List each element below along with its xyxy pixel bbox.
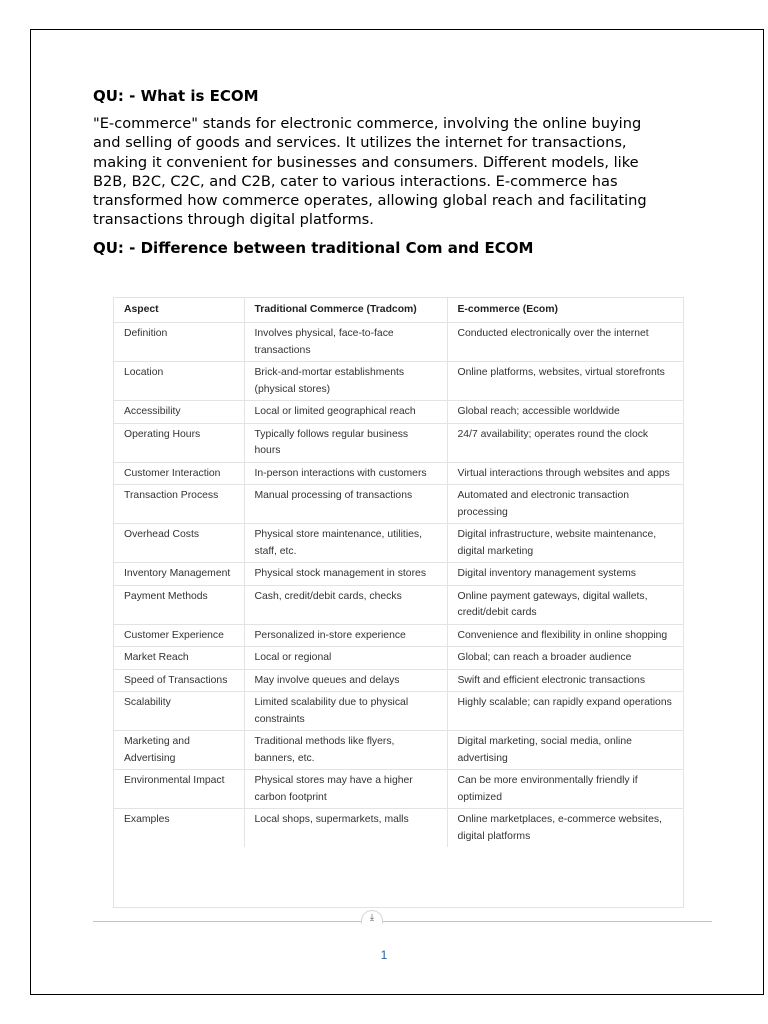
cell-traditional: Local or regional — [244, 647, 447, 670]
cell-aspect: Accessibility — [114, 401, 244, 424]
cell-traditional: Local shops, supermarkets, malls — [244, 809, 447, 848]
cell-traditional: Brick-and-mortar establishments (physical stores) — [244, 362, 447, 401]
cell-ecom: Digital inventory management systems — [447, 563, 683, 586]
cell-ecom: Global reach; accessible worldwide — [447, 401, 683, 424]
cell-ecom: Automated and electronic transaction processing — [447, 485, 683, 524]
cell-aspect: Transaction Process — [114, 485, 244, 524]
table-row — [114, 423, 683, 462]
page-number: 1 — [380, 948, 388, 962]
table-row — [114, 770, 683, 809]
footer-divider — [93, 921, 712, 922]
cell-aspect: Inventory Management — [114, 563, 244, 586]
table-row — [114, 401, 683, 424]
cell-aspect: Customer Experience — [114, 624, 244, 647]
table-row — [114, 362, 683, 401]
table-row — [114, 563, 683, 586]
cell-aspect: Environmental Impact — [114, 770, 244, 809]
cell-aspect: Scalability — [114, 692, 244, 731]
comparison-table — [114, 298, 683, 847]
cell-aspect: Location — [114, 362, 244, 401]
cell-ecom: Swift and efficient electronic transactions — [447, 669, 683, 692]
cell-traditional: Personalized in-store experience — [244, 624, 447, 647]
document-content — [93, 84, 653, 260]
cell-ecom: Digital infrastructure, website maintenance, digital marketing — [447, 524, 683, 563]
cell-aspect: Definition — [114, 323, 244, 362]
cell-ecom: Online marketplaces, e-commerce websites, digital platforms — [447, 809, 683, 848]
arrow-down-icon: ⤓ — [361, 910, 383, 924]
cell-ecom: Online platforms, websites, virtual storefronts — [447, 362, 683, 401]
table-row — [114, 485, 683, 524]
table-row — [114, 731, 683, 770]
cell-traditional: Manual processing of transactions — [244, 485, 447, 524]
cell-aspect: Speed of Transactions — [114, 669, 244, 692]
table-row — [114, 323, 683, 362]
cell-aspect: Examples — [124, 814, 170, 825]
cell-traditional: Cash, credit/debit cards, checks — [244, 585, 447, 624]
cell-traditional: May involve queues and delays — [244, 669, 447, 692]
header-aspect: Aspect — [114, 298, 244, 323]
header-ecommerce: E-commerce (Ecom) — [447, 298, 683, 323]
cell-aspect: Operating Hours — [114, 423, 244, 462]
question-heading-difference: QU: - Difference between traditional Com and ECOM — [93, 238, 534, 257]
cell-aspect: Market Reach — [114, 647, 244, 670]
cell-traditional: Physical store maintenance, utilities, staff, etc. — [244, 524, 447, 563]
cell-ecom: 24/7 availability; operates round the clock — [447, 423, 683, 462]
table-row — [114, 624, 683, 647]
cell-traditional: Local or limited geographical reach — [244, 401, 447, 424]
cell-traditional: Traditional methods like flyers, banners, etc. — [244, 731, 447, 770]
table-row — [114, 585, 683, 624]
cell-ecom: Can be more environmentally friendly if optimized — [447, 770, 683, 809]
table-row — [114, 809, 683, 848]
comparison-table-image — [113, 297, 684, 908]
cell-ecom: Convenience and flexibility in online shopping — [447, 624, 683, 647]
cell-traditional: Involves physical, face-to-face transactions — [244, 323, 447, 362]
table-row — [114, 524, 683, 563]
table-row — [114, 462, 683, 485]
question-heading-what-is-ecom: QU: - What is ECOM — [93, 87, 259, 105]
header-traditional-commerce: Traditional Commerce (Tradcom) — [244, 298, 447, 323]
cell-traditional: In-person interactions with customers — [244, 462, 447, 485]
cell-aspect: Customer Interaction — [114, 462, 244, 485]
cell-traditional: Physical stock management in stores — [244, 563, 447, 586]
table-row — [114, 692, 683, 731]
table-row — [114, 669, 683, 692]
table-row — [114, 647, 683, 670]
cell-traditional: Typically follows regular business hours — [244, 423, 447, 462]
cell-aspect: Payment Methods — [114, 585, 244, 624]
cell-ecom: Digital marketing, social media, online advertising — [447, 731, 683, 770]
cell-ecom: Global; can reach a broader audience — [447, 647, 683, 670]
cell-aspect: Marketing and Advertising — [114, 731, 244, 770]
cell-ecom: Highly scalable; can rapidly expand operations — [447, 692, 683, 731]
cell-aspect: Overhead Costs — [114, 524, 244, 563]
cell-traditional: Limited scalability due to physical constraints — [244, 692, 447, 731]
ecommerce-definition-paragraph: "E-commerce" stands for electronic commerce, involving the online buying and selling of goods and services. It utilizes the internet for transactions, making it convenient for businesses and consumers. Different models, like B2B, B2C, C2C, and C2B, cater to various interactions. E-commerce has transformed how commerce operates, allowing global reach and facilitating transactions through digital platforms. — [93, 115, 647, 229]
cell-ecom: Conducted electronically over the internet — [447, 323, 683, 362]
cell-ecom: Virtual interactions through websites and apps — [447, 462, 683, 485]
table-header-row — [114, 298, 683, 323]
cell-ecom: Online payment gateways, digital wallets, credit/debit cards — [447, 585, 683, 624]
cell-traditional: Physical stores may have a higher carbon footprint — [244, 770, 447, 809]
